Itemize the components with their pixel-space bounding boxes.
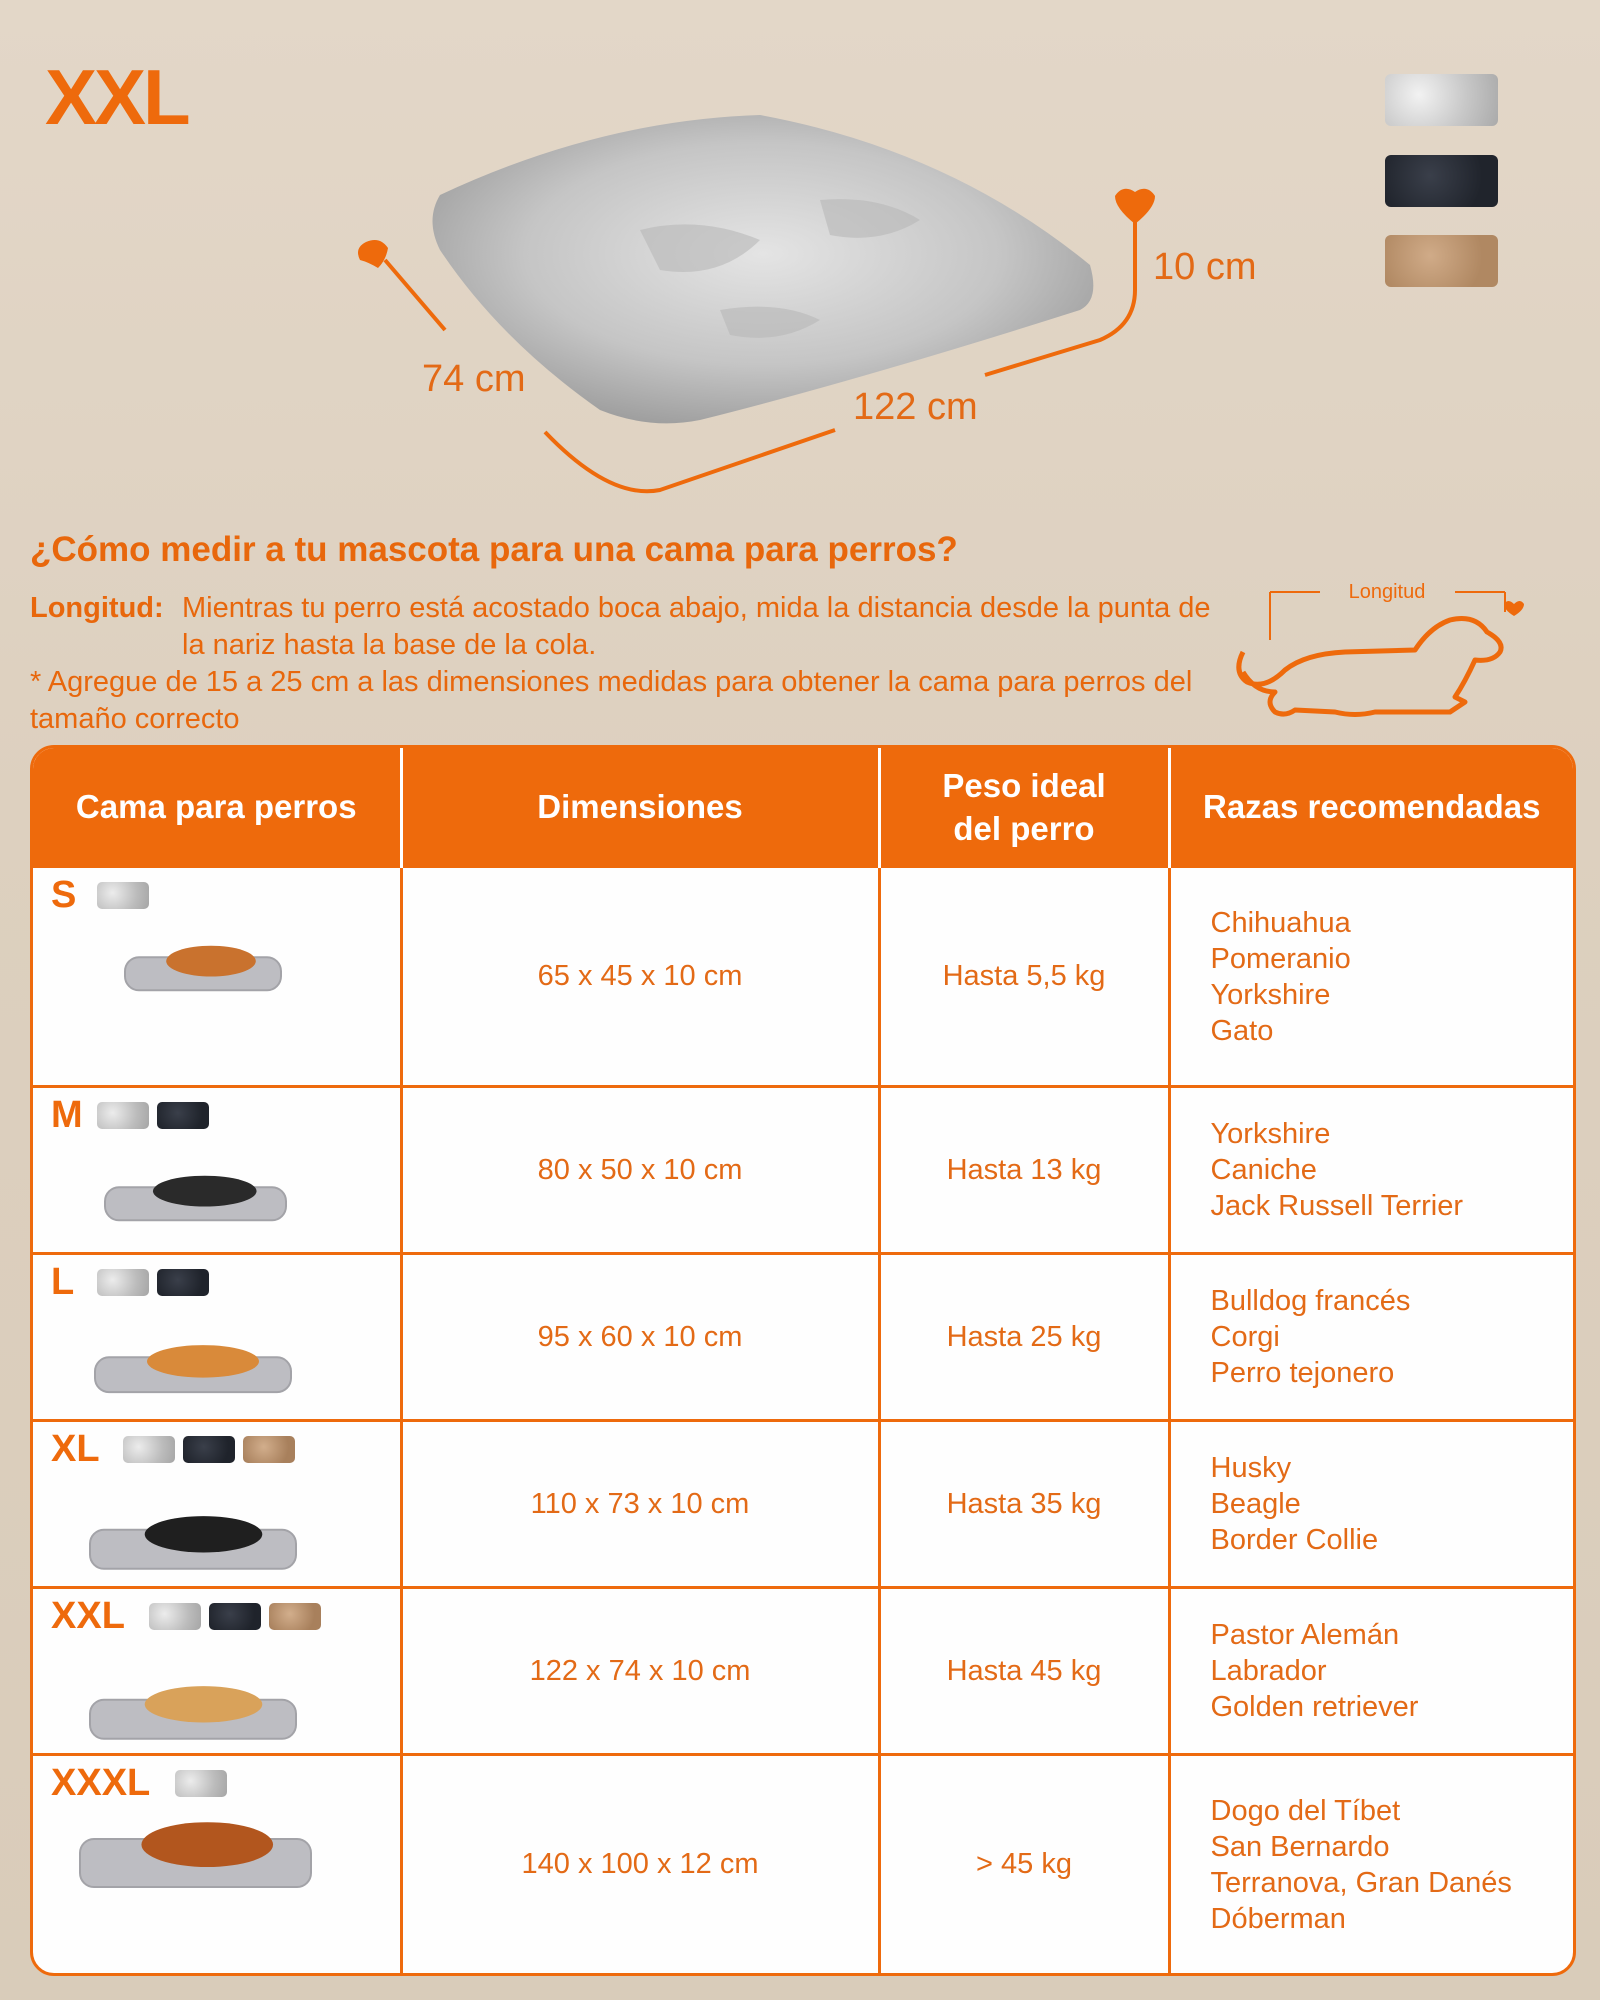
breed-name: Terranova, Gran Danés [1210, 1866, 1512, 1899]
dog-bed-photo [88, 1507, 298, 1572]
height-arrow-head [1115, 189, 1155, 224]
breeds-cell [1169, 867, 1573, 1087]
length-arrow [545, 430, 835, 491]
size-cell [33, 1755, 401, 1973]
dog-figure [147, 1345, 259, 1377]
longitud-label: Longitud: [30, 592, 164, 624]
bed-cushion [433, 115, 1094, 423]
color-swatch-navy[interactable] [1385, 155, 1498, 207]
breed-name: Pastor Alemán [1210, 1619, 1400, 1652]
size-label: L [51, 1261, 75, 1304]
size-label: XXL [51, 1595, 125, 1638]
size-table [30, 745, 1576, 1976]
breeds-cell [1169, 1087, 1573, 1254]
dimensions-cell: 110 x 73 x 10 cm [401, 1421, 879, 1588]
diagram-label: Longitud [1348, 581, 1426, 603]
table-row [33, 1087, 1573, 1254]
weight-cell: Hasta 13 kg [879, 1087, 1169, 1254]
table-row [33, 1254, 1573, 1421]
size-cell [33, 1254, 401, 1421]
dog-bed-photo [93, 1337, 293, 1395]
color-swatch-grey[interactable] [97, 1102, 149, 1129]
dog-bed-photo [88, 1677, 298, 1742]
color-options [123, 1436, 295, 1463]
table-row [33, 1755, 1573, 1973]
color-swatch-grey[interactable] [175, 1770, 227, 1797]
dimensions-cell: 122 x 74 x 10 cm [401, 1588, 879, 1755]
header-dimensions: Dimensiones [401, 748, 879, 867]
table-row [33, 1421, 1573, 1588]
color-swatch-grey[interactable] [97, 1269, 149, 1296]
color-swatch-beige[interactable] [1385, 235, 1498, 287]
size-cell [33, 1588, 401, 1755]
header-weight: Peso ideal del perro [879, 748, 1169, 867]
width-arrow [385, 260, 445, 330]
hero-bed-illustration [0, 0, 1600, 520]
longitud-text: Mientras tu perro está acostado boca abajo, mida la distancia desde la punta de la nariz hasta la base de la cola. [182, 592, 1211, 661]
breed-name: Corgi [1210, 1321, 1280, 1354]
size-title: XXL [45, 53, 188, 141]
color-swatch-grey[interactable] [123, 1436, 175, 1463]
size-label: XL [51, 1428, 100, 1471]
size-label: M [51, 1094, 83, 1137]
color-swatch-navy[interactable] [157, 1269, 209, 1296]
breed-name: Yorkshire [1210, 978, 1331, 1011]
dog-bed-photo [103, 1168, 288, 1223]
size-cell [33, 1087, 401, 1254]
table-row [33, 1588, 1573, 1755]
measure-heading: ¿Cómo medir a tu mascota para una cama para perros? [30, 530, 958, 569]
dog-figure [145, 1516, 263, 1552]
breeds-cell [1169, 1588, 1573, 1755]
dog-body [1239, 619, 1501, 715]
breed-name: Caniche [1210, 1154, 1317, 1187]
header-bed: Cama para perros [33, 748, 401, 867]
color-options [97, 1102, 209, 1129]
color-swatch-grey[interactable] [149, 1603, 201, 1630]
width-arrow-head [358, 240, 388, 268]
size-label: S [51, 874, 77, 916]
dimensions-cell: 80 x 50 x 10 cm [401, 1087, 879, 1254]
dog-bed-photo [78, 1811, 313, 1891]
color-swatch-beige[interactable] [269, 1603, 321, 1630]
breed-name: Golden retriever [1210, 1691, 1419, 1724]
size-cell [33, 1421, 401, 1588]
header-breeds: Razas recomendadas [1169, 748, 1573, 867]
size-note: * Agregue de 15 a 25 cm a las dimensiones medidas para obtener la cama para perros del tamaño correcto [30, 666, 1193, 735]
breed-name: Chihuahua [1210, 906, 1351, 939]
color-swatch-navy[interactable] [157, 1102, 209, 1129]
breed-name: Labrador [1210, 1655, 1327, 1688]
width-dimension: 74 cm [422, 358, 526, 400]
breed-name: Beagle [1210, 1488, 1301, 1521]
breed-name: Yorkshire [1210, 1118, 1331, 1151]
breed-name: Jack Russell Terrier [1210, 1190, 1463, 1223]
color-options [175, 1770, 227, 1797]
table-row [33, 867, 1573, 1087]
breed-name: Pomeranio [1210, 942, 1351, 975]
color-swatch-navy[interactable] [209, 1603, 261, 1630]
color-options [149, 1603, 321, 1630]
breeds-cell [1169, 1755, 1573, 1973]
dog-figure [141, 1823, 273, 1868]
breed-name: San Bernardo [1210, 1830, 1390, 1863]
weight-cell: Hasta 35 kg [879, 1421, 1169, 1588]
breed-name: Bulldog francés [1210, 1285, 1411, 1318]
breed-name: Gato [1210, 1014, 1274, 1047]
breed-name: Dogo del Tíbet [1210, 1794, 1401, 1827]
breed-name: Dóberman [1210, 1902, 1346, 1935]
breeds-cell [1169, 1254, 1573, 1421]
size-cell [33, 867, 401, 1087]
dimensions-cell: 65 x 45 x 10 cm [401, 867, 879, 1087]
breed-name: Husky [1210, 1452, 1292, 1485]
color-swatch-beige[interactable] [243, 1436, 295, 1463]
color-options [97, 882, 149, 909]
size-label: XXXL [51, 1762, 151, 1805]
dog-figure [166, 946, 256, 977]
color-options [97, 1269, 209, 1296]
dog-measure-icon [1225, 572, 1545, 732]
breed-name: Perro tejonero [1210, 1357, 1395, 1390]
dimensions-cell: 140 x 100 x 12 cm [401, 1755, 879, 1973]
weight-cell: Hasta 5,5 kg [879, 867, 1169, 1087]
color-swatch-grey[interactable] [1385, 74, 1498, 126]
weight-cell: Hasta 45 kg [879, 1588, 1169, 1755]
color-swatch-grey[interactable] [97, 882, 149, 909]
breeds-cell [1169, 1421, 1573, 1588]
length-dimension: 122 cm [853, 386, 978, 428]
color-swatch-navy[interactable] [183, 1436, 235, 1463]
breed-name: Border Collie [1210, 1524, 1379, 1557]
dog-figure [153, 1176, 257, 1207]
dog-figure [145, 1686, 263, 1722]
weight-cell: Hasta 25 kg [879, 1254, 1169, 1421]
height-dimension: 10 cm [1153, 246, 1257, 288]
dimensions-cell: 95 x 60 x 10 cm [401, 1254, 879, 1421]
dog-bed-photo [123, 938, 283, 993]
weight-cell: > 45 kg [879, 1755, 1169, 1973]
table-header-row [33, 748, 1573, 867]
